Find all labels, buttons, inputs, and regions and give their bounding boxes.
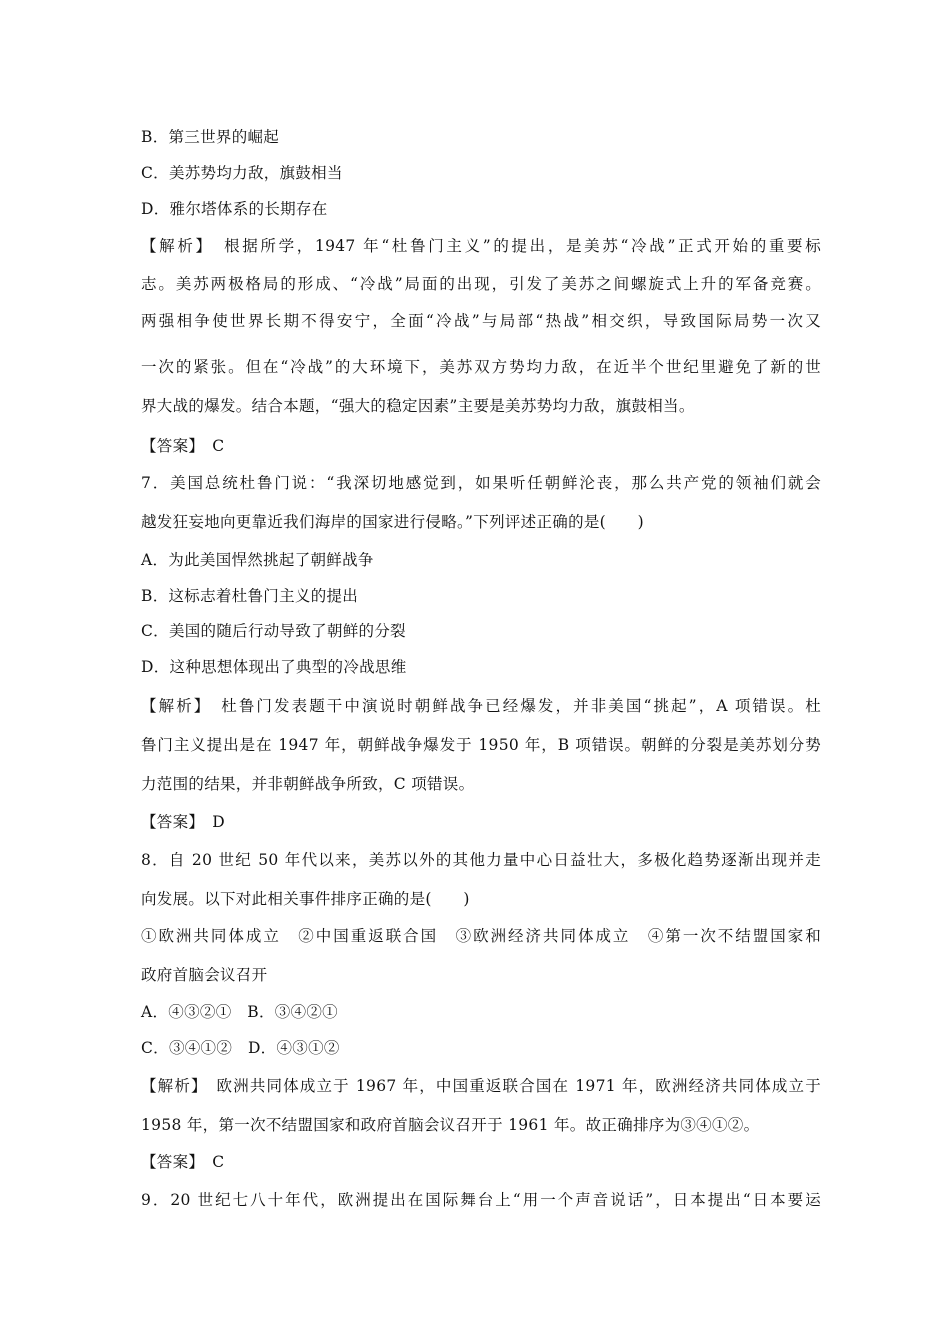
q8-answer: 【答案】 C <box>141 1153 225 1171</box>
q6-analysis-line: 志。美苏两极格局的形成、“冷战”局面的出现，引发了美苏之间螺旋式上升的军备竞赛。 <box>141 275 821 293</box>
q6-analysis-line: 界大战的爆发。结合本题，“强大的稳定因素”主要是美苏势均力敌，旗鼓相当。 <box>141 397 695 415</box>
q6-option-c: C．美苏势均力敌，旗鼓相当 <box>141 164 343 182</box>
q8-stem-line: 向发展。以下对此相关事件排序正确的是( ) <box>141 890 470 908</box>
q6-answer: 【答案】 C <box>141 437 225 455</box>
q7-analysis-line: 力范围的结果，并非朝鲜战争所致，C 项错误。 <box>141 775 475 793</box>
q7-option-b: B．这标志着杜鲁门主义的提出 <box>141 587 359 605</box>
q7-answer: 【答案】 D <box>141 813 225 831</box>
q6-option-b: B．第三世界的崛起 <box>141 128 280 146</box>
q8-events-line: 政府首脑会议召开 <box>141 966 268 984</box>
q7-option-d: D．这种思想体现出了典型的冷战思维 <box>141 658 407 676</box>
q7-stem-line: 7．美国总统杜鲁门说：“我深切地感觉到，如果听任朝鲜沦丧，那么共产党的领袖们就会 <box>141 474 821 492</box>
q7-stem-line: 越发狂妄地向更靠近我们海岸的国家进行侵略。”下列评述正确的是( ) <box>141 513 644 531</box>
q8-options-cd: C．③④①② D．④③①② <box>141 1039 340 1057</box>
q6-analysis-line: 一次的紧张。但在“冷战”的大环境下，美苏双方势均力敌，在近半个世纪里避免了新的世 <box>141 358 821 376</box>
q9-stem-line: 9．20 世纪七八十年代，欧洲提出在国际舞台上“用一个声音说话”，日本提出“日本要运 <box>141 1191 821 1209</box>
q6-option-d: D．雅尔塔体系的长期存在 <box>141 200 328 218</box>
q7-option-c: C．美国的随后行动导致了朝鲜的分裂 <box>141 622 406 640</box>
q7-analysis-line: 鲁门主义提出是在 1947 年，朝鲜战争爆发于 1950 年，B 项错误。朝鲜的分裂是美苏划分势 <box>141 736 821 754</box>
q8-events-line: ①欧洲共同体成立 ②中国重返联合国 ③欧洲经济共同体成立 ④第一次不结盟国家和 <box>141 927 821 945</box>
q8-analysis-line: 【解析】 欧洲共同体成立于 1967 年，中国重返联合国在 1971 年，欧洲经济共同体成立于 <box>141 1077 821 1095</box>
q6-analysis-line: 【解析】 根据所学，1947 年“杜鲁门主义”的提出，是美苏“冷战”正式开始的重要标 <box>141 237 821 255</box>
q8-options-ab: A．④③②① B．③④②① <box>141 1003 338 1021</box>
q8-analysis-line: 1958 年，第一次不结盟国家和政府首脑会议召开于 1961 年。故正确排序为③④①②。 <box>141 1116 760 1134</box>
q7-option-a: A．为此美国悍然挑起了朝鲜战争 <box>141 551 374 569</box>
q6-analysis-line: 两强相争使世界长期不得安宁，全面“冷战”与局部“热战”相交织，导致国际局势一次又 <box>141 312 821 330</box>
q8-stem-line: 8．自 20 世纪 50 年代以来，美苏以外的其他力量中心日益壮大，多极化趋势逐渐出现并走 <box>141 851 821 869</box>
q7-analysis-line: 【解析】 杜鲁门发表题干中演说时朝鲜战争已经爆发，并非美国“挑起”，A 项错误。杜 <box>141 697 821 715</box>
